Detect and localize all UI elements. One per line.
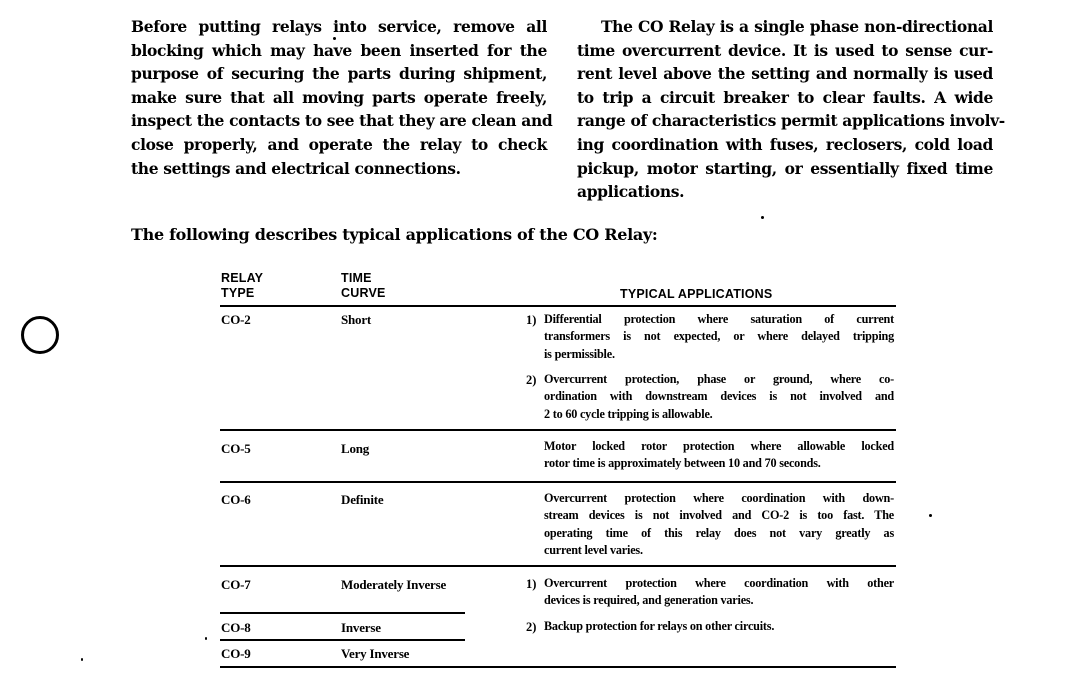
row-divider — [220, 429, 896, 431]
text-line: stream devices is not involved and CO-2 is too fast. The — [544, 508, 894, 523]
text-line: Overcurrent protection, phase or ground, where co- — [544, 372, 894, 386]
text-line: pickup, motor starting, or essentially fixed time — [577, 158, 993, 178]
application-text — [544, 371, 894, 423]
header-line: TYPE — [221, 286, 255, 300]
header-typical-applications: TYPICAL APPLICATIONS — [620, 287, 773, 301]
cell-relay-type: CO-5 — [221, 441, 251, 456]
text-line: make sure that all moving parts operate freely, — [131, 87, 547, 107]
item-number: 1) — [526, 313, 537, 327]
cell-time-curve: Very Inverse — [341, 646, 410, 661]
scan-speck — [81, 658, 83, 661]
right-paragraph — [577, 15, 1005, 204]
text-line: blocking which may have been inserted for the — [131, 40, 547, 60]
table-intro-text: The following describes typical applications of the CO Relay: — [131, 225, 658, 244]
cell-time-curve: Long — [341, 441, 370, 456]
item-number: 2) — [526, 620, 537, 634]
text-line: Backup protection for relays on other circuits. — [544, 619, 775, 633]
text-line: ing coordination with fuses, reclosers, cold load — [577, 134, 993, 154]
text-line: ordination with downstream devices is not involved and — [544, 389, 894, 404]
cell-relay-type: CO-6 — [221, 492, 251, 507]
item-number: 2) — [526, 373, 537, 387]
cell-relay-type: CO-8 — [221, 620, 251, 635]
row-divider-partial — [220, 612, 465, 614]
application-text — [544, 575, 894, 610]
text-line: 2 to 60 cycle tripping is allowable. — [544, 406, 713, 421]
application-text — [544, 438, 894, 473]
text-line: rotor time is approximately between 10 and 70 seconds. — [544, 456, 821, 471]
text-line: Overcurrent protection where coordination with down- — [544, 491, 894, 505]
text-line: range of characteristics permit applications involv- — [577, 111, 1005, 131]
left-paragraph — [131, 15, 553, 180]
header-line: TIME — [341, 271, 372, 285]
item-number: 1) — [526, 577, 537, 591]
text-line: Overcurrent protection where coordination with other — [544, 576, 894, 590]
text-line: transformers is not expected, or where delayed tripping — [544, 329, 894, 344]
row-divider — [220, 565, 896, 567]
text-line: operating time of this relay does not vary greatly as — [544, 525, 894, 540]
application-text — [544, 490, 894, 559]
text-line: is permissible. — [544, 346, 615, 361]
cell-time-curve: Inverse — [341, 620, 381, 635]
cell-relay-type: CO-9 — [221, 646, 251, 661]
row-divider — [220, 481, 896, 483]
application-text — [544, 311, 894, 363]
cell-relay-type: CO-2 — [221, 312, 251, 327]
header-line: CURVE — [341, 286, 386, 300]
text-line: time overcurrent device. It is used to sense cur- — [577, 40, 993, 60]
text-line: current level varies. — [544, 542, 643, 557]
scan-speck — [205, 637, 207, 640]
text-line: Before putting relays into service, remove all — [131, 17, 547, 36]
row-divider-partial — [220, 639, 465, 641]
application-text — [544, 618, 894, 635]
header-line: RELAY — [221, 271, 264, 285]
text-line: Differential protection where saturation of current — [544, 312, 894, 326]
text-line: the settings and electrical connections. — [131, 158, 461, 178]
scan-speck — [929, 514, 932, 517]
header-rule — [220, 305, 896, 307]
text-line: to trip a circuit breaker to clear faults. A wide — [577, 87, 993, 107]
scan-speck — [761, 216, 764, 219]
text-line: rent level above the setting and normally is used — [577, 64, 993, 84]
cell-time-curve: Short — [341, 312, 372, 327]
text-line: close properly, and operate the relay to check — [131, 134, 547, 154]
text-line: purpose of securing the parts during shipment, — [131, 64, 547, 84]
punch-hole-mark — [21, 316, 59, 354]
header-relay-type — [221, 271, 263, 301]
text-line: The CO Relay is a single phase non-directional — [601, 17, 993, 36]
text-line: Motor locked rotor protection where allowable locked — [544, 439, 894, 453]
header-time-curve — [341, 271, 386, 301]
cell-relay-type: CO-7 — [221, 577, 251, 592]
cell-time-curve: Moderately Inverse — [341, 577, 447, 592]
table-bottom-rule — [220, 666, 896, 668]
text-line: devices is required, and generation varies. — [544, 593, 754, 608]
text-line: applications. — [577, 182, 685, 202]
text-line: inspect the contacts to see that they are clean and — [131, 111, 553, 131]
cell-time-curve: Definite — [341, 492, 384, 507]
